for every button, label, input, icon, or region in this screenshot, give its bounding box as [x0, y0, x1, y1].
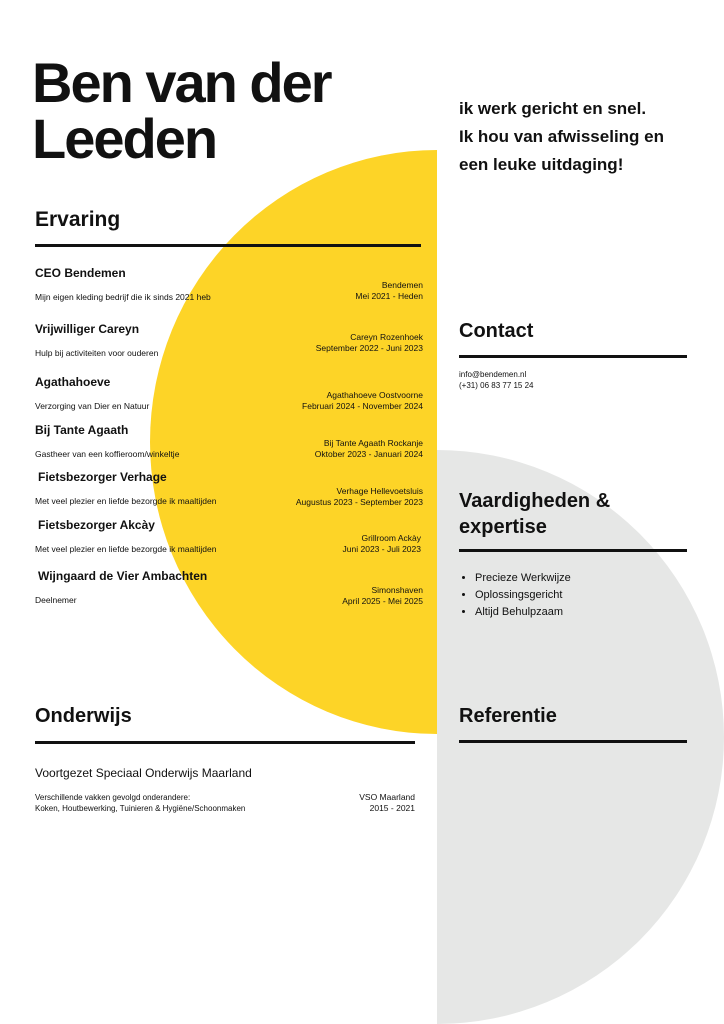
- job-title: Bij Tante Agaath: [35, 423, 129, 437]
- skills-title-line-2: expertise: [459, 516, 547, 538]
- job-place: Bij Tante Agaath Rockanje: [323, 438, 423, 448]
- job-place: Grillroom Ackày: [361, 533, 421, 543]
- reference-title: Referentie: [459, 705, 557, 727]
- skill-item: • Altijd Behulpzaam: [475, 604, 571, 621]
- skills-divider: [459, 549, 687, 552]
- job-title: Wijngaard de Vier Ambachten: [38, 569, 208, 583]
- job-description: Gastheer van een koffieroom/winkeltje: [35, 449, 180, 459]
- education-place: VSO Maarland: [359, 792, 415, 802]
- tagline: [459, 95, 709, 179]
- skills-title-line-1: Vaardigheden &: [459, 490, 611, 512]
- contact-phone[interactable]: (+31) 06 83 77 15 24: [459, 381, 534, 390]
- education-place-period: [300, 792, 415, 814]
- job-place-period: [355, 280, 423, 302]
- job-period: September 2022 - Juni 2023: [315, 343, 423, 353]
- job-place: Bendemen: [381, 280, 423, 290]
- skill-item: • Precieze Werkwijze: [475, 570, 571, 587]
- job-place: Careyn Rozenhoek: [350, 332, 423, 342]
- job-entry-4: [35, 423, 423, 465]
- experience-divider: [35, 244, 421, 247]
- job-place-period: [315, 438, 423, 460]
- job-title: Fietsbezorger Akcày: [38, 518, 155, 532]
- contact-details: [459, 369, 534, 391]
- education-school: Voortgezet Speciaal Onderwijs Maarland: [35, 766, 252, 780]
- job-description: Met veel plezier en liefde bezorgde ik maaltijden: [35, 496, 217, 506]
- job-period: Augustus 2023 - September 2023: [295, 497, 423, 507]
- job-place-period: [342, 585, 423, 607]
- job-place-period: [343, 533, 421, 555]
- name-line-2: Leeden: [32, 107, 217, 170]
- job-description: Met veel plezier en liefde bezorgde ik maaltijden: [35, 544, 217, 554]
- job-description: Hulp bij activiteiten voor ouderen: [35, 348, 159, 358]
- job-entry-6: [35, 518, 421, 560]
- name-line-1: Ben van der: [32, 51, 331, 114]
- skills-title: [459, 488, 610, 540]
- job-place-period: [302, 390, 423, 412]
- job-place-period: [296, 486, 423, 508]
- job-period: Mei 2021 - Heden: [355, 291, 423, 301]
- job-title: Vrijwilliger Careyn: [35, 322, 140, 336]
- job-period: April 2025 - Mei 2025: [342, 596, 423, 606]
- job-entry-7: [35, 569, 423, 611]
- job-description: Verzorging van Dier en Natuur: [35, 401, 150, 411]
- tagline-line-2: Ik hou van afwisseling en: [459, 127, 664, 146]
- job-period: Oktober 2023 - Januari 2024: [314, 449, 423, 459]
- job-entry-3: [35, 375, 423, 417]
- education-divider: [35, 741, 415, 744]
- tagline-line-1: ik werk gericht en snel.: [459, 99, 647, 118]
- job-description: Deelnemer: [35, 595, 77, 605]
- job-place: Verhage Hellevoetsluis: [336, 486, 423, 496]
- education-description: [35, 792, 245, 814]
- skills-list: [459, 570, 571, 621]
- job-place-period: [316, 332, 423, 354]
- education-period: 2015 - 2021: [369, 803, 415, 813]
- education-desc-line-1: Verschillende vakken gevolgd onderandere:: [35, 793, 191, 802]
- job-place: Simonshaven: [371, 585, 423, 595]
- job-title: Fietsbezorger Verhage: [38, 470, 167, 484]
- job-entry-2: [35, 322, 423, 364]
- contact-divider: [459, 355, 687, 358]
- job-entry-1: [35, 266, 423, 308]
- education-desc-line-2: Koken, Houtbewerking, Tuinieren & Hygiëne/Schoonmaken: [35, 804, 246, 813]
- contact-title: Contact: [459, 320, 534, 342]
- education-title: Onderwijs: [35, 705, 132, 727]
- experience-title: Ervaring: [35, 208, 121, 231]
- contact-email[interactable]: info@bendemen.nl: [459, 370, 527, 379]
- job-title: Agathahoeve: [35, 375, 111, 389]
- job-period: Juni 2023 - Juli 2023: [342, 544, 421, 554]
- job-period: Februari 2024 - November 2024: [302, 401, 423, 411]
- job-description: Mijn eigen kleding bedrijf die ik sinds 2021 heb: [35, 292, 211, 302]
- job-title: CEO Bendemen: [35, 266, 126, 280]
- job-place: Agathahoeve Oostvoorne: [326, 390, 423, 400]
- job-entry-5: [35, 470, 423, 512]
- reference-divider: [459, 740, 687, 743]
- person-name: [32, 51, 331, 170]
- skill-item: • Oplossingsgericht: [475, 587, 571, 604]
- tagline-line-3: een leuke uitdaging!: [459, 155, 624, 174]
